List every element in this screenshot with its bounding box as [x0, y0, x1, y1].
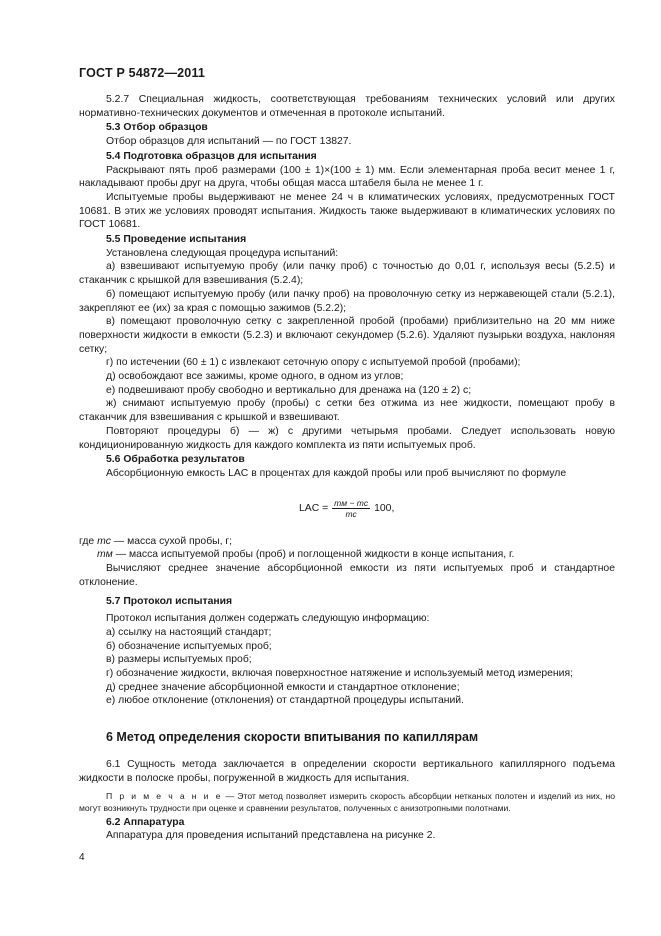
- page-content: [79, 93, 615, 843]
- note: [79, 790, 615, 815]
- heading-5-5: 5.5 Проведение испытания: [106, 234, 247, 246]
- clause-5-2-7: 5.2.7 Специальная жидкость, соответствующая требованиям технических условий или других нормативно-технических документов и отмеченная в протоколе испытаний.: [79, 94, 615, 119]
- protocol-intro: Протокол испытания должен содержать следующую информацию:: [106, 613, 430, 625]
- average-text: Вычисляют среднее значение абсорбционной емкости из пяти испытуемых проб и стандартное отклонение.: [79, 563, 615, 588]
- procedure-step: е) подвешивают пробу свободно и вертикально для дренажа на (120 ± 2) с;: [106, 384, 472, 396]
- heading-5-3: 5.3 Отбор образцов: [106, 122, 208, 134]
- note-text: — Этот метод позволяет измерить скорость абсорбции нетканых полотен и изделий из них, но могут возникнуть трудности при оценке и сравнении результатов, полученных с анизотропными полотнами.: [79, 790, 615, 814]
- where-dry-mass: где mс — масса сухой пробы, г;: [79, 535, 233, 547]
- protocol-item: в) размеры испытуемых проб;: [106, 654, 252, 666]
- formula-fraction: [332, 498, 370, 519]
- formula-rhs: 100,: [374, 503, 395, 515]
- heading-6-2: 6.2 Аппаратура: [106, 816, 185, 828]
- formula-numerator: mм − mс: [334, 498, 369, 509]
- formula-denominator: mс: [345, 509, 357, 520]
- protocol-item: а) ссылку на настоящий стандарт;: [106, 626, 272, 638]
- section-6-title: 6 Метод определения скорости впитывания по капиллярам: [106, 730, 479, 745]
- heading-5-6: 5.6 Обработка результатов: [106, 454, 245, 466]
- procedure-step: г) по истечении (60 ± 1) с извлекают сеточную опору с испытуемой пробой (пробами);: [106, 357, 521, 369]
- note-label: П р и м е ч а н и е: [106, 790, 223, 801]
- clause-5-4-p1: Раскрывают пять проб размерами (100 ± 1)×(100 ± 1) мм. Если элементарная проба весит менее 1 г, накладывают пробы друг на друга, чтобы общая масса штабеля была не менее 1 г.: [79, 164, 615, 190]
- procedure-intro: Установлена следующая процедура испытаний:: [106, 247, 339, 259]
- procedure-repeat: Повторяют процедуры б) — ж) с другими четырьмя пробами. Следует использовать новую кондиционированную жидкость для каждого комплекта из пяти испытуемых проб.: [79, 425, 615, 451]
- heading-5-7: 5.7 Протокол испытания: [106, 595, 233, 607]
- heading-5-4: 5.4 Подготовка образцов для испытания: [106, 150, 317, 162]
- formula-intro: Абсорбционную емкость LAC в процентах для каждой пробы или проб вычисляют по формуле: [106, 467, 567, 479]
- protocol-item: е) любое отклонение (отклонения) от стандартной процедуры испытаний.: [106, 695, 464, 707]
- protocol-item: г) обозначение жидкости, включая поверхностное натяжение и используемый метод измерения;: [106, 668, 573, 680]
- page-number: 4: [79, 852, 85, 863]
- lac-formula: [299, 491, 615, 527]
- protocol-item: б) обозначение испытуемых проб;: [106, 640, 272, 652]
- procedure-step: б) помещают испытуемую пробу (или пачку проб) на проволочную сетку из нержавеющей стали (5.2.1), закрепляют ее (их) за края с помощью зажимов (5.2.2);: [79, 288, 615, 314]
- document-header: ГОСТ Р 54872—2011: [79, 66, 206, 80]
- clause-6-1: 6.1 Сущность метода заключается в определении скорости вертикального капиллярного подъема жидкости в полоске пробы, погруженной в жидкость для испытания.: [79, 759, 615, 784]
- clause-5-4-p2: Испытуемые пробы выдерживают не менее 24 ч в климатических условиях, предусмотренных ГОСТ 10681. В этих же условиях проводят испытания. Жидкость также выдерживают в климатических условиях по ГОСТ 10681.: [79, 191, 615, 231]
- formula-lhs: LAC =: [299, 503, 329, 515]
- procedure-step: в) помещают проволочную сетку с закрепленной пробой (пробами) приблизительно на 20 мм ниже поверхности жидкости в емкости (5.2.3) и включают секундомер (5.2.6). Удаляют пузырьки воздуха, наклоняя сетку;: [79, 316, 615, 355]
- procedure-step: а) взвешивают испытуемую пробу (или пачку проб) с точностью до 0,01 г, используя весы (5.2.5) и стаканчик с крышкой для взвешивания (5.2.4);: [79, 261, 615, 287]
- where-wet-mass: mм — масса испытуемой пробы (проб) и поглощенной жидкости в конце испытания, г.: [97, 549, 515, 561]
- procedure-step: ж) снимают испытуемую пробу (пробы) с сетки без отжима из нее жидкости, помещают пробу в стаканчик для взвешивания с крышкой и взвешивают.: [79, 398, 615, 424]
- clause-5-3-text: Отбор образцов для испытаний — по ГОСТ 13827.: [106, 136, 352, 148]
- procedure-step: д) освобождают все зажимы, кроме одного, в одном из углов;: [106, 371, 404, 383]
- protocol-item: д) среднее значение абсорбционной емкости и стандартное отклонение;: [106, 681, 460, 693]
- clause-6-2-text: Аппаратура для проведения испытаний представлена на рисунке 2.: [106, 830, 436, 842]
